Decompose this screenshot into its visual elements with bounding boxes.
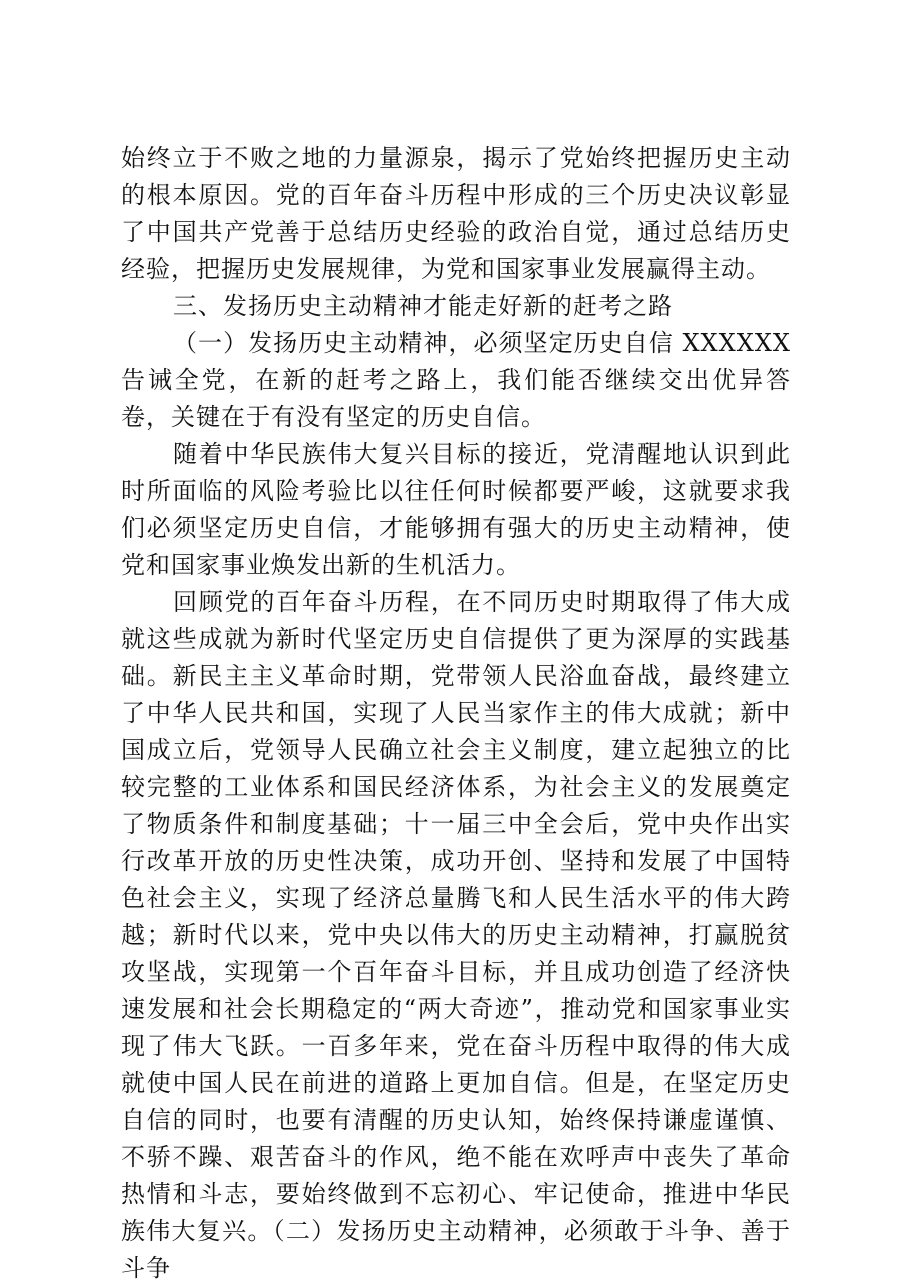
subsection-heading-one: （一）发扬历史主动精神，必须坚定历史自信 XXXXXX 告诫全党，在新的赶考之路上，我们能否继续交出优异答卷，关键在于有没有坚定的历史自信。 [121, 329, 791, 431]
document-body [121, 140, 791, 1287]
section-heading-three: 三、发扬历史主动精神才能走好新的赶考之路 [173, 292, 673, 320]
paragraph-continuation: 始终立于不败之地的力量源泉，揭示了党始终把握历史主动的根本原因。党的百年奋斗历程中形成的三个历史决议彰显了中国共产党善于总结历史经验的政治自觉，通过总结历史经验，把握历史发展规律，为党和国家事业发展赢得主动。 [121, 144, 791, 283]
paragraph-risks: 随着中华民族伟大复兴目标的接近，党清醒地认识到此时所面临的风险考验比以往任何时候都要严峻，这就要求我们必须坚定历史自信，才能够拥有强大的历史主动精神，使党和国家事业焕发出新的生机活力。 [121, 440, 791, 579]
paragraph-review: 回顾党的百年奋斗历程，在不同历史时期取得了伟大成就这些成就为新时代坚定历史自信提供了更为深厚的实践基础。新民主主义革命时期，党带领人民浴血奋战，最终建立了中华人民共和国，实现了人民当家作主的伟大成就；新中国成立后，党领导人民确立社会主义制度，建立起独立的比较完整的工业体系和国民经济体系，为社会主义的发展奠定了物质条件和制度基础；十一届三中全会后，党中央作出实行改革开放的历史性决策，成功开创、坚持和发展了中国特色社会主义，实现了经济总量腾飞和人民生活水平的伟大跨越；新时代以来，党中央以伟大的历史主动精神，打赢脱贫攻坚战，实现第一个百年奋斗目标，并且成功创造了经济快速发展和社会长期稳定的“两大奇迹”，推动党和国家事业实现了伟大飞跃。一百多年来，党在奋斗历程中取得的伟大成就使中国人民在前进的道路上更加自信。但是，在坚定历史自信的同时，也要有清醒的历史认知，始终保持谦虚谨慎、不骄不躁、艰苦奋斗的作风，绝不能在欢呼声中丧失了革命热情和斗志，要始终做到不忘初心、牢记使命，推进中华民族伟大复兴。（二）发扬历史主动精神，必须敢于斗争、善于斗争 [121, 588, 791, 1282]
